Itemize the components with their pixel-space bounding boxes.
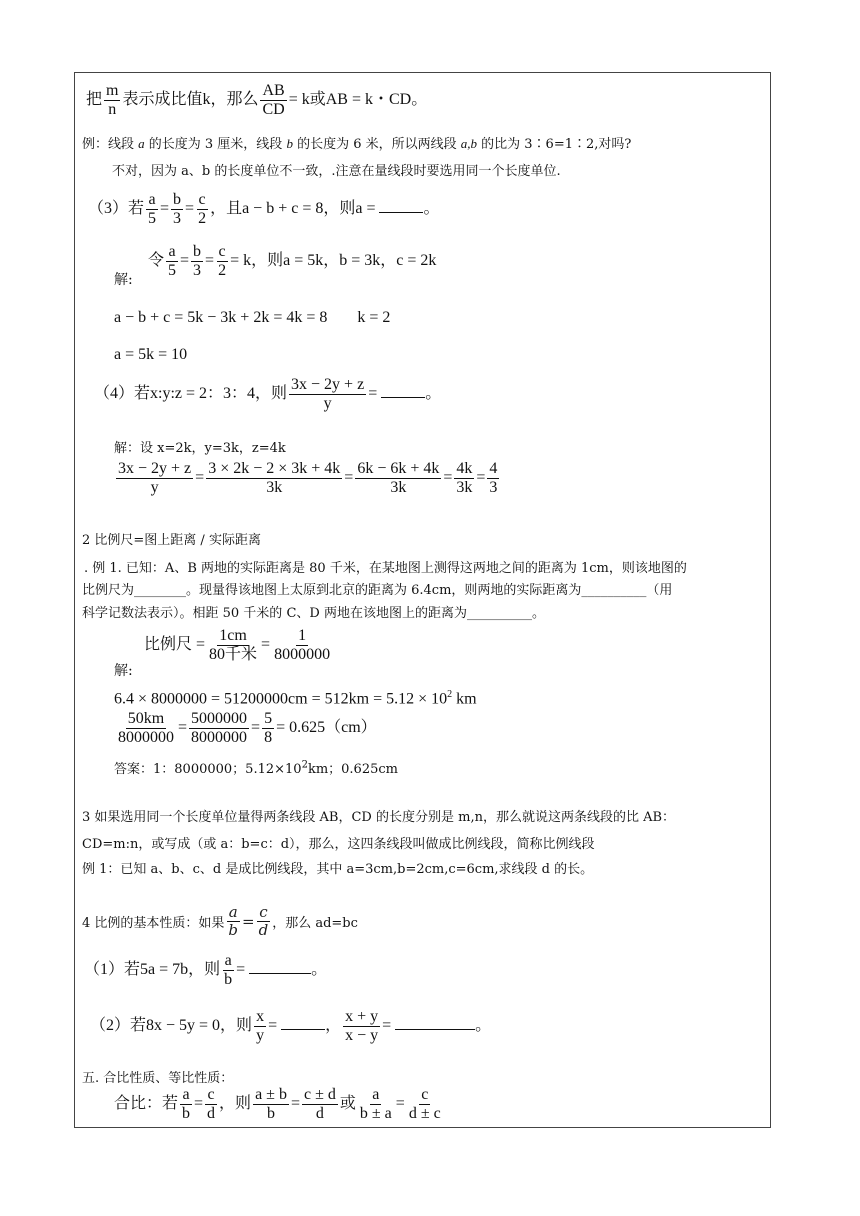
scale-example-line-2: 比例尺为________。现量得该地图上太原到北京的距离为 6.4cm，则两地的实际距离为__________（用 bbox=[82, 583, 673, 598]
handwritten-fraction-a-b: $\frac{a}{b}$ bbox=[228, 903, 239, 939]
unit-example-answer: 不对，因为 a、b 的长度单位不一致，.注意在量线段时要选用同一个长度单位. bbox=[112, 164, 561, 179]
basic-property: 4 比例的基本性质：如果 $\frac{a}{b}$ = $\frac{c}{d}$ ，那么 ad=bc bbox=[82, 903, 358, 939]
scale-formula: 比例尺 = $\frac{1cm}{\text{80千米}}$ = $\frac{1}{8000000}$ bbox=[144, 627, 331, 663]
intro-pre: 把 bbox=[86, 91, 103, 109]
basic-question-1: （1）若5a = 7b，则 $\frac{a}{b}$ = 。 bbox=[84, 952, 328, 988]
q3-solution-line-2: a − b + c = 5k − 3k + 2k = 4k = 8 k = 2 bbox=[114, 309, 391, 326]
q3-solution-line-1: 令 $\frac{a}{5}$ = $\frac{b}{3}$ = $\frac{c}{2}$ = k，则a = 5k，b = 3k，c = 2k bbox=[148, 243, 437, 279]
question-4: （4）若x:y:z = 2：3：4，则 $\frac{3x - 2y + z}{y}$ = 。 bbox=[94, 376, 442, 412]
q4-solution-setup: 解：设 x=2k，y=3k，z=4k bbox=[114, 441, 286, 456]
fraction-ab-cd: $\frac{AB}{CD}$ bbox=[262, 82, 285, 118]
intro-mid: 表示成比值k，那么 bbox=[122, 91, 259, 109]
proportional-example: 例 1：已知 a、b、c、d 是成比例线段，其中 a=3cm,b=2cm,c=6cm,求线段 d 的长。 bbox=[82, 862, 594, 877]
basic-question-2: （2）若8x − 5y = 0，则 $\frac{x}{y}$ = ， $\frac{x + y}{x - y}$ = 。 bbox=[90, 1008, 492, 1044]
handwritten-fraction-c-d: $\frac{c}{d}$ bbox=[258, 903, 269, 939]
scale-solution-label: 解: bbox=[114, 663, 133, 679]
scale-answer: 答案：1：8000000；$5.12\times 10^2km$；0.625cm bbox=[114, 759, 398, 777]
unit-example-question: 例：线段 a 的长度为 3 厘米，线段 b 的长度为 6 米，所以两线段 a,b 的比为 3∶6=1∶2,对吗? bbox=[82, 136, 632, 152]
q3-solution-line-3: a = 5k = 10 bbox=[114, 346, 188, 363]
answer-blank[interactable] bbox=[395, 1029, 475, 1030]
scale-heading: 2 比例尺=图上距离 / 实际距离 bbox=[82, 533, 261, 548]
intro-line bbox=[86, 82, 427, 119]
scale-calc-2: $\frac{50km}{8000000}$ = $\frac{5000000}{8000000}$ = $\frac{5}{8}$ = 0.625（cm） bbox=[118, 710, 377, 746]
answer-blank[interactable] bbox=[281, 1029, 325, 1030]
compound-heading: 五. 合比性质、等比性质： bbox=[82, 1071, 234, 1086]
answer-blank[interactable] bbox=[379, 212, 423, 213]
answer-blank[interactable] bbox=[249, 973, 311, 974]
compound-ratio-formula: 合比：若 $\frac{a}{b}$ = $\frac{c}{d}$ ，则 $\frac{a \pm b}{b}$ = $\frac{c \pm d}{d}$ 或 $\frac{a}{b \pm a}$ = $\frac{c}{d \pm c}$ bbox=[114, 1086, 441, 1122]
intro-post: = k或AB = k・CD。 bbox=[288, 91, 428, 109]
proportional-line-1: 3 如果选用同一个长度单位量得两条线段 AB，CD 的长度分别是 m,n，那么就说这两条线段的比 AB： bbox=[82, 810, 676, 825]
question-3: （3）若 $\frac{a}{5}$ = $\frac{b}{3}$ = $\frac{c}{2}$ ，且a − b + c = 8，则a = 。 bbox=[88, 191, 440, 227]
scale-calc-1: $6.4 \times 8000000 = 51200000cm = 512km = 5.12 \times 10^2$ km bbox=[114, 689, 477, 708]
scale-example-line-3: 科学记数法表示）。相距 50 千米的 C、D 两地在该地图上的距离为__________。 bbox=[82, 606, 545, 621]
q3-solution-label: 解: bbox=[114, 272, 133, 288]
proportional-line-2: CD=m:n，或写成（或 a：b=c：d），那么，这四条线段叫做成比例线段，简称比例线段 bbox=[82, 837, 595, 852]
answer-blank[interactable] bbox=[381, 397, 425, 398]
scale-example-line-1: . 例 1. 已知：A、B 两地的实际距离是 80 千米，在某地图上测得这两地之间的距离为 1cm，则该地图的 bbox=[84, 561, 687, 576]
fraction-m-n: $\frac{m}{n}$ bbox=[106, 82, 119, 118]
q4-solution-chain: $\frac{3x - 2y + z}{y}$ = $\frac{3 \times 2k - 2 \times 3k + 4k}{3k}$ = $\frac{6k - 6k + 4k}{3k}$ = $\frac{4k}{3k}$ = $\frac{4}{3}$ bbox=[118, 460, 498, 496]
